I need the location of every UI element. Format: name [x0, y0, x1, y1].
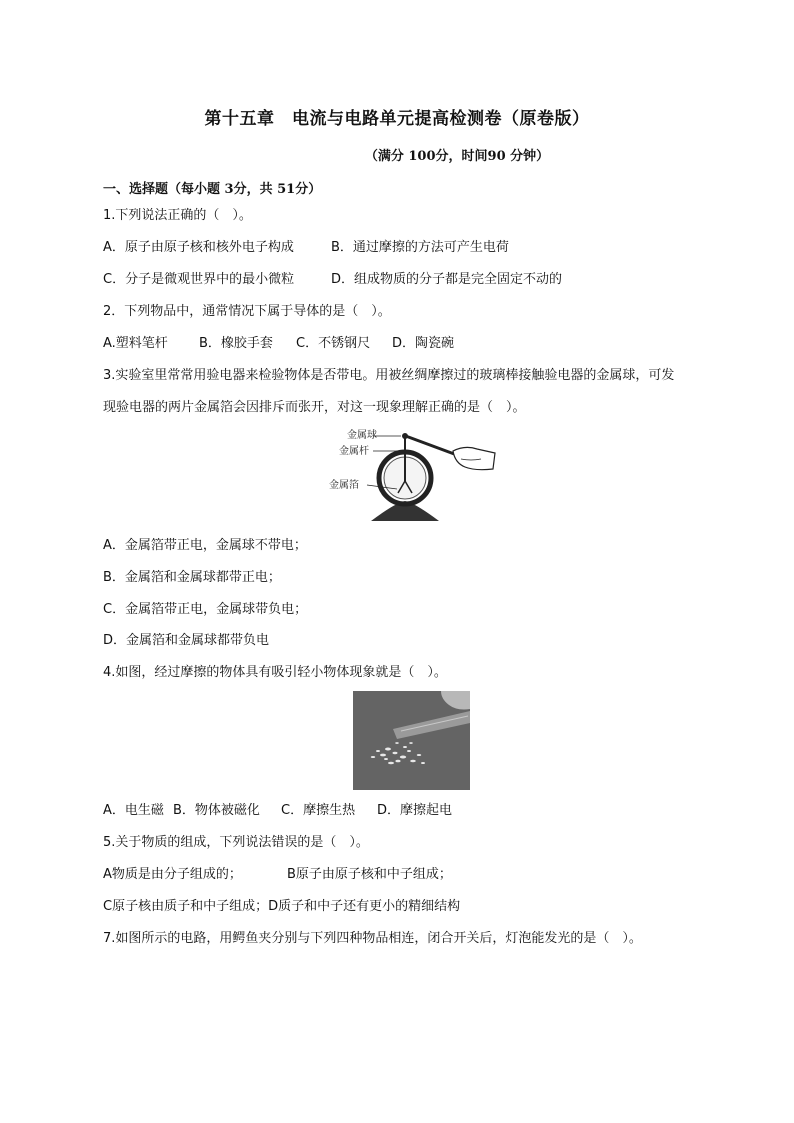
page-subtitle: （满分 100分，时间90 分钟）: [364, 149, 550, 164]
q2-options-row: [103, 335, 454, 353]
q5-stem: 5.关于物质的组成，下列说法错误的是（ ）。: [103, 835, 369, 850]
q1-option-c: C．分子是微观世界中的最小微粒: [103, 272, 295, 287]
q3-option-a: A．金属箔带正电，金属球不带电；: [103, 538, 307, 553]
rubbing-photo: [353, 691, 470, 790]
q4-option-a: A．电生磁: [103, 803, 164, 818]
label-metal-ball: 金属球: [347, 430, 377, 441]
q3-stem-line1: 3.实验室里常常用验电器来检验物体是否带电。用被丝绸摩擦过的玻璃棒接触验电器的金属球，可发: [103, 368, 675, 383]
q1-option-b: B．通过摩擦的方法可产生电荷: [331, 240, 509, 255]
q5-option-a: A物质是由分子组成的；: [103, 867, 242, 882]
section-heading: 一、选择题（每小题 3分，共 51分）: [103, 182, 322, 197]
q2-option-d: D．陶瓷碗: [392, 336, 455, 351]
q4-options-row: [103, 802, 452, 820]
q1-option-d: D．组成物质的分子都是完全固定不动的: [331, 272, 563, 287]
q4-option-d: D．摩擦起电: [377, 803, 453, 818]
q4-option-b: B．物体被磁化: [173, 803, 260, 818]
hand: [453, 447, 495, 469]
q7-stem: 7.如图所示的电路，用鳄鱼夹分别与下列四种物品相连，闭合开关后，灯泡能发光的是（ ）。: [103, 931, 642, 946]
q5-options-row2: C原子核由质子和中子组成；D质子和中子还有更小的精细结构: [103, 899, 461, 914]
electroscope-figure: [325, 423, 500, 523]
q4-stem: 4.如图，经过摩擦的物体具有吸引轻小物体现象就是（ ）。: [103, 665, 447, 680]
q1-options-row1: [103, 239, 509, 257]
q3-option-d: D．金属箔和金属球都带负电: [103, 633, 270, 648]
paper-scraps-photo: [353, 691, 470, 790]
q1-options-row2: [103, 271, 562, 289]
q2-option-a: A.塑料笔杆: [103, 336, 168, 351]
q3-option-c: C．金属箔带正电，金属球带负电；: [103, 602, 308, 617]
q3-stem-line2: 现验电器的两片金属箔会因排斥而张开，对这一现象理解正确的是（ ）。: [103, 400, 526, 415]
q1-option-a: A．原子由原子核和核外电子构成: [103, 240, 294, 255]
label-metal-rod: 金属杆: [339, 446, 369, 457]
electroscope-illustration: [325, 423, 500, 523]
q5-option-b: B原子由原子核和中子组成；: [287, 867, 452, 882]
label-metal-foil: 金属箔: [329, 480, 359, 491]
q3-option-b: B．金属箔和金属球都带正电；: [103, 570, 281, 585]
q2-option-b: B．橡胶手套: [199, 336, 273, 351]
q4-option-c: C．摩擦生热: [281, 803, 356, 818]
q5-options-row1: [103, 866, 452, 884]
q2-stem: 2．下列物品中，通常情况下属于导体的是（ ）。: [103, 304, 391, 319]
q2-option-c: C．不锈钢尺: [296, 336, 371, 351]
page-title: 第十五章 电流与电路单元提高检测卷（原卷版）: [204, 109, 590, 129]
q1-stem: 1.下列说法正确的（ ）。: [103, 208, 252, 223]
